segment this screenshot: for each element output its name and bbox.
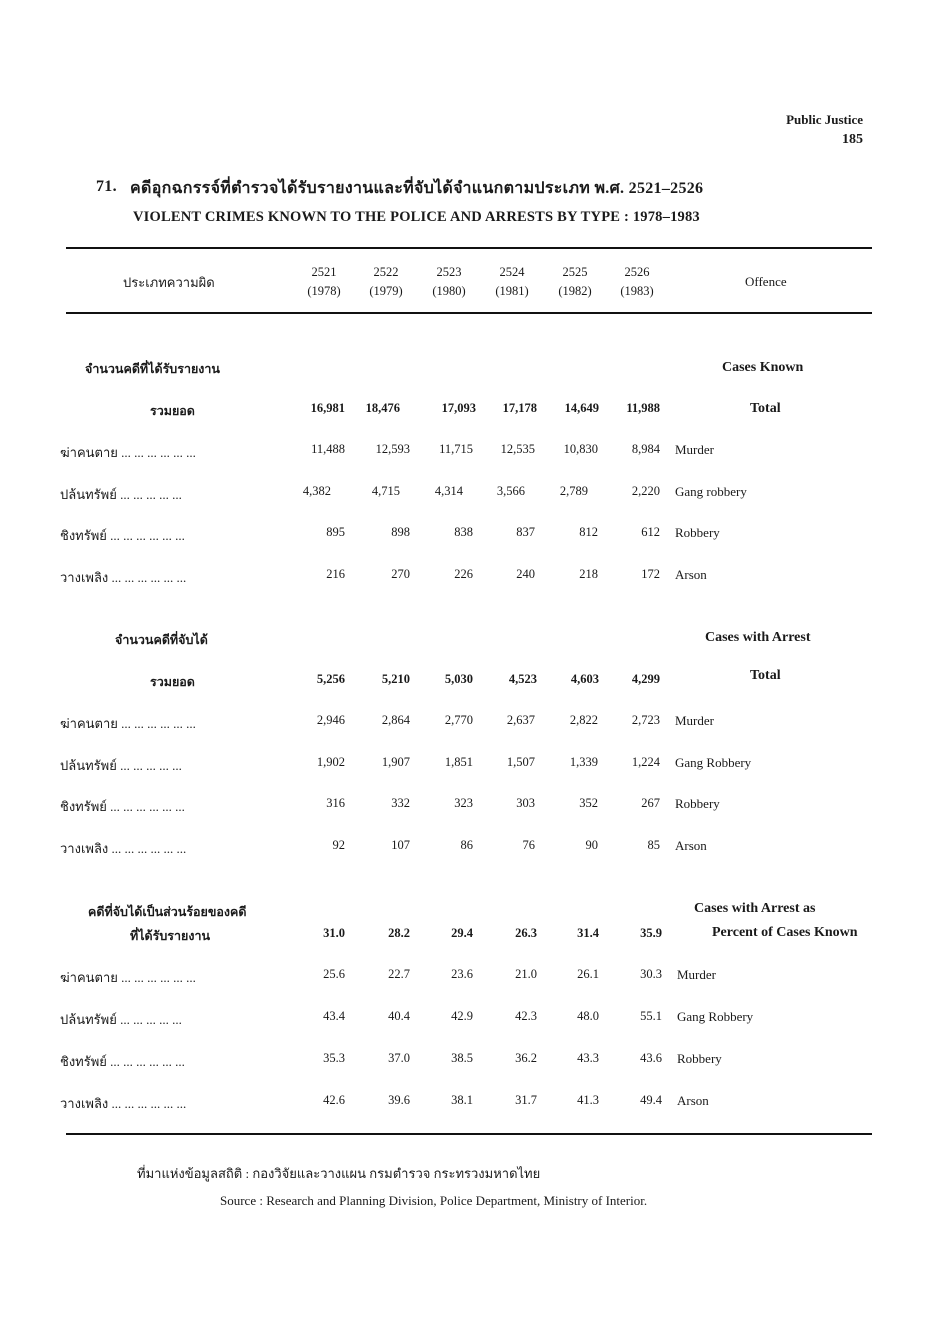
source-note-th: ที่มาแห่งข้อมูลสถิติ : กองวิจัยและวางแผน กรมตำรวจ กระทรวงมหาดไทย [137, 1166, 541, 1181]
total-label-en: Total [750, 668, 781, 683]
table-cell: 270 [391, 567, 410, 581]
col-header-year: 2523 (1980) [432, 265, 466, 298]
table-cell: 323 [454, 796, 473, 810]
table-cell: 218 [579, 567, 598, 581]
table-cell: 1,907 [381, 755, 410, 769]
table-cell: 25.6 [323, 967, 345, 981]
table-cell: 4,382 [302, 484, 331, 498]
row-label-en: Robbery [675, 796, 720, 811]
table-cell: 4,314 [434, 484, 463, 498]
row-label-en: Arson [677, 1093, 709, 1108]
section-label-en: Cases Known [722, 360, 804, 375]
table-cell: 55.1 [640, 1009, 662, 1023]
table-cell: 172 [641, 567, 660, 581]
row-label-th: ชิงทรัพย์ ... ... ... ... ... ... [60, 799, 185, 814]
table-cell: 11,988 [626, 401, 660, 415]
table-cell: 42.9 [451, 1009, 473, 1023]
section-label-th-cont: ที่ได้รับรายงาน [130, 929, 211, 943]
table-cell: 1,224 [631, 755, 660, 769]
table-cell: 26.3 [515, 926, 537, 940]
table-cell: 316 [326, 796, 345, 810]
table-cell: 42.3 [515, 1009, 537, 1023]
table-cell: 17,178 [502, 401, 537, 415]
table-cell: 43.3 [577, 1051, 599, 1065]
row-label-en: Arson [675, 567, 707, 582]
table-cell: 18,476 [365, 401, 400, 415]
col-header-year: 2525 (1982) [558, 265, 592, 298]
col-header-offence-en: Offence [745, 274, 787, 289]
table-cell: 2,770 [444, 713, 473, 727]
table-cell: 303 [516, 796, 535, 810]
table-cell: 2,789 [559, 484, 588, 498]
running-header: Public Justice [786, 112, 863, 127]
table-cell: 107 [391, 838, 410, 852]
page-number: 185 [842, 132, 863, 147]
total-label-en: Total [750, 401, 781, 416]
row-label-th: ฆ่าคนตาย ... ... ... ... ... ... [60, 970, 196, 985]
table-cell: 2,723 [631, 713, 660, 727]
header-bottom-rule [66, 312, 872, 314]
table-cell: 2,822 [569, 713, 598, 727]
row-label-th: ฆ่าคนตาย ... ... ... ... ... ... [60, 445, 196, 460]
col-header-offence-th: ประเภทความผิด [123, 275, 215, 290]
total-label-th: รวมยอด [150, 404, 195, 418]
row-label-en: Robbery [677, 1051, 722, 1066]
table-title-en: VIOLENT CRIMES KNOWN TO THE POLICE AND ARRESTS BY TYPE : 1978–1983 [133, 209, 700, 225]
table-cell: 31.7 [515, 1093, 537, 1107]
table-cell: 90 [585, 838, 598, 852]
total-label-th: รวมยอด [150, 675, 195, 689]
table-cell: 43.6 [640, 1051, 662, 1065]
row-label-en: Murder [675, 442, 714, 457]
table-cell: 2,637 [506, 713, 535, 727]
table-cell: 43.4 [323, 1009, 345, 1023]
table-cell: 11,715 [439, 442, 473, 456]
table-cell: 40.4 [388, 1009, 410, 1023]
table-cell: 41.3 [577, 1093, 599, 1107]
table-cell: 226 [454, 567, 473, 581]
table-cell: 4,715 [371, 484, 400, 498]
table-cell: 352 [579, 796, 598, 810]
table-cell: 36.2 [515, 1051, 537, 1065]
col-header-year: 2522 (1979) [369, 265, 403, 298]
table-cell: 48.0 [577, 1009, 599, 1023]
row-label-th: วางเพลิง ... ... ... ... ... ... [60, 1096, 187, 1111]
row-label-en: Robbery [675, 525, 720, 540]
row-label-th: ปล้นทรัพย์ ... ... ... ... ... [60, 1012, 182, 1027]
table-cell: 12,535 [500, 442, 535, 456]
table-cell: 1,902 [316, 755, 345, 769]
table-cell: 35.3 [323, 1051, 345, 1065]
table-cell: 49.4 [640, 1093, 662, 1107]
section-label-en: Cases with Arrest as [694, 901, 816, 916]
table-title-th: คดีอุกฉกรรจ์ที่ตำรวจได้รับรายงานและที่จับได้จำแนกตามประเภท พ.ศ. 2521–2526 [130, 180, 704, 197]
col-header-year: 2524 (1981) [495, 265, 529, 298]
table-cell: 3,566 [496, 484, 525, 498]
table-cell: 4,523 [508, 672, 537, 686]
table-bottom-rule [66, 1133, 872, 1135]
row-label-th: ชิงทรัพย์ ... ... ... ... ... ... [60, 528, 185, 543]
table-cell: 31.4 [577, 926, 599, 940]
table-cell: 26.1 [577, 967, 599, 981]
table-cell: 5,030 [444, 672, 473, 686]
table-cell: 39.6 [388, 1093, 410, 1107]
table-cell: 2,220 [631, 484, 660, 498]
table-cell: 17,093 [441, 401, 476, 415]
row-label-en: Murder [675, 713, 714, 728]
table-cell: 22.7 [388, 967, 410, 981]
table-cell: 1,507 [506, 755, 535, 769]
table-cell: 2,864 [381, 713, 410, 727]
table-cell: 29.4 [451, 926, 473, 940]
source-note-en: Source : Research and Planning Division, Police Department, Ministry of Interior. [220, 1193, 648, 1208]
section-label-th: จำนวนคดีที่จับได้ [115, 633, 208, 647]
table-cell: 85 [647, 838, 660, 852]
table-cell: 4,299 [631, 672, 660, 686]
table-number: 71. [96, 178, 117, 195]
row-label-th: ฆ่าคนตาย ... ... ... ... ... ... [60, 716, 196, 731]
table-cell: 92 [332, 838, 345, 852]
col-header-year: 2526 (1983) [620, 265, 654, 298]
table-cell: 898 [391, 525, 410, 539]
section-label-en: Cases with Arrest [705, 630, 811, 645]
table-cell: 42.6 [323, 1093, 345, 1107]
table-cell: 240 [516, 567, 535, 581]
row-label-th: วางเพลิง ... ... ... ... ... ... [60, 570, 187, 585]
table-cell: 4,603 [570, 672, 599, 686]
table-cell: 838 [454, 525, 473, 539]
table-cell: 30.3 [640, 967, 662, 981]
table-cell: 1,339 [569, 755, 598, 769]
table-cell: 16,981 [310, 401, 345, 415]
section-label-th: คดีที่จับได้เป็นส่วนร้อยของคดี [88, 905, 247, 919]
table-cell: 23.6 [451, 967, 473, 981]
table-cell: 267 [641, 796, 660, 810]
table-cell: 14,649 [564, 401, 599, 415]
table-cell: 28.2 [388, 926, 410, 940]
table-cell: 837 [516, 525, 535, 539]
table-cell: 216 [326, 567, 345, 581]
table-cell: 5,210 [381, 672, 410, 686]
row-label-en: Gang Robbery [675, 755, 752, 770]
table-cell: 612 [641, 525, 660, 539]
row-label-en: Arson [675, 838, 707, 853]
row-label-th: ปล้นทรัพย์ ... ... ... ... ... [60, 487, 182, 502]
table-cell: 38.1 [451, 1093, 473, 1107]
row-label-th: วางเพลิง ... ... ... ... ... ... [60, 841, 187, 856]
table-cell: 38.5 [451, 1051, 473, 1065]
table-cell: 812 [579, 525, 598, 539]
table-cell: 31.0 [323, 926, 345, 940]
table-cell: 895 [326, 525, 345, 539]
row-label-th: ปล้นทรัพย์ ... ... ... ... ... [60, 758, 182, 773]
table-cell: 10,830 [563, 442, 598, 456]
table-cell: 86 [460, 838, 473, 852]
table-cell: 21.0 [515, 967, 537, 981]
table-cell: 2,946 [316, 713, 345, 727]
section-label-th: จำนวนคดีที่ได้รับรายงาน [85, 362, 220, 376]
table-cell: 8,984 [631, 442, 660, 456]
table-cell: 11,488 [311, 442, 345, 456]
table-cell: 76 [522, 838, 535, 852]
row-label-en: Murder [677, 967, 716, 982]
col-header-year: 2521 (1978) [307, 265, 341, 298]
table-cell: 12,593 [375, 442, 410, 456]
table-cell: 1,851 [444, 755, 473, 769]
section-label-en-cont: Percent of Cases Known [712, 925, 858, 940]
table-cell: 35.9 [640, 926, 662, 940]
table-cell: 5,256 [316, 672, 345, 686]
row-label-th: ชิงทรัพย์ ... ... ... ... ... ... [60, 1054, 185, 1069]
table-top-rule [66, 247, 872, 249]
table-cell: 332 [391, 796, 410, 810]
row-label-en: Gang robbery [675, 484, 747, 499]
table-cell: 37.0 [388, 1051, 410, 1065]
row-label-en: Gang Robbery [677, 1009, 754, 1024]
